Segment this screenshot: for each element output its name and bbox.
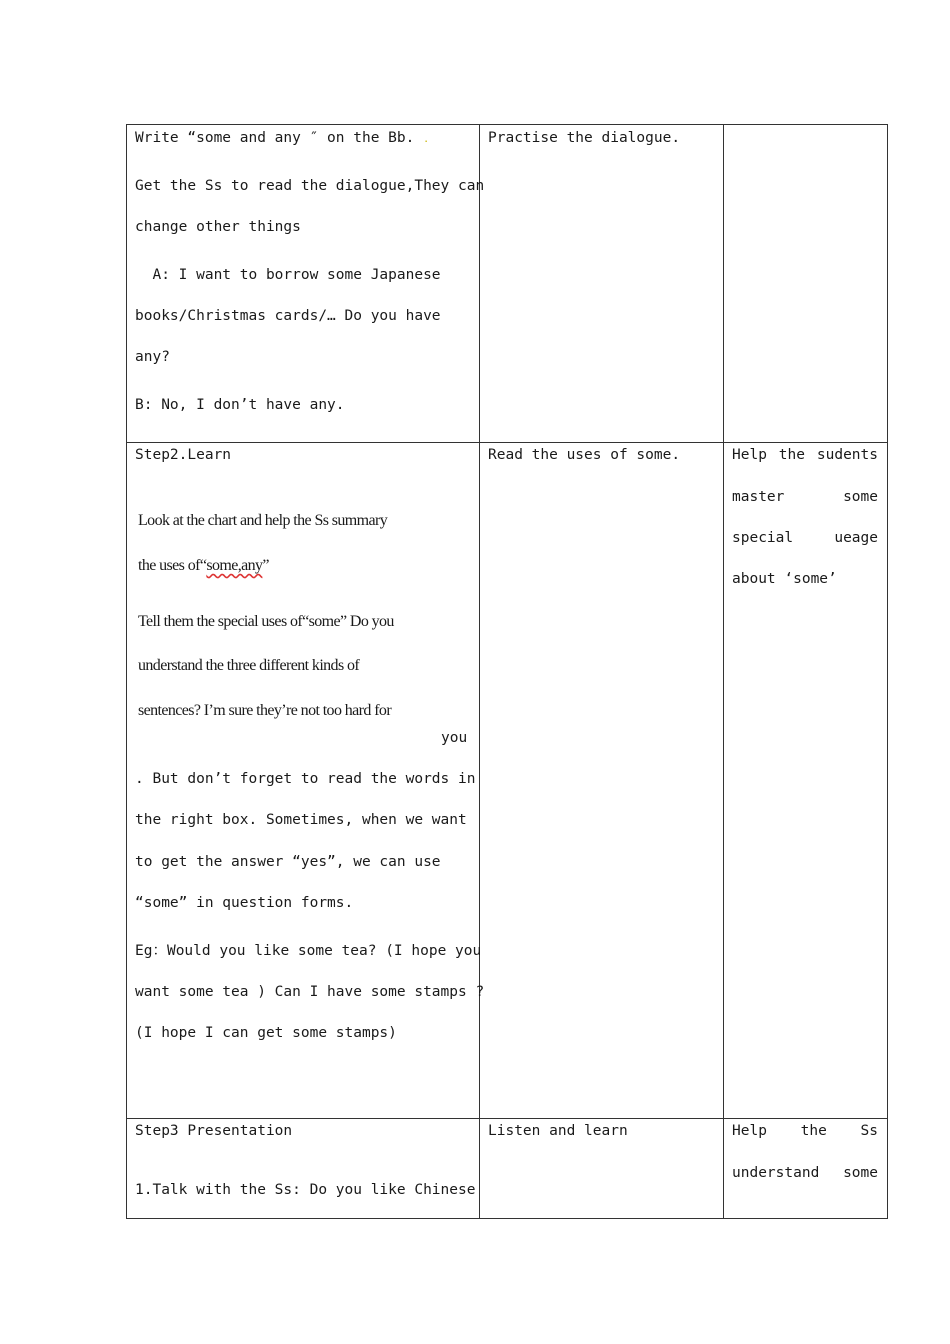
r2c1-example1: Eg：Would you like some tea? (I hope you [135, 943, 482, 959]
r2c1-line-answer: to get the answer “yes”, we can use [135, 854, 441, 870]
r2c1-image-line2: the uses of“some,any” [138, 557, 269, 574]
r2c1-line-some: “some” in question forms. [135, 895, 354, 911]
row-divider-1 [127, 442, 887, 443]
r2c1-image-line3: Tell them the special uses of“some” Do you [138, 613, 394, 630]
r1c1-line6: any? [135, 349, 170, 365]
r2c1-heading: Step2.Learn [135, 447, 232, 463]
r2c1-image-line5: sentences? I’m sure they’re not too hard for [138, 702, 392, 719]
r2c3-line3: special ueage [732, 530, 878, 546]
note-mark: . [423, 134, 430, 145]
row-divider-2 [127, 1118, 887, 1119]
r2c1-line-but: . But don’t forget to read the words in [135, 771, 476, 787]
r3c2-line1: Listen and learn [488, 1123, 628, 1139]
r1c1-line7: B: No, I don’t have any. [135, 397, 345, 413]
r3c3-line2: understand some [732, 1165, 878, 1181]
r2c1-example2: want some tea ) Can I have some stamps ? [135, 984, 485, 1000]
column-divider-2 [723, 125, 724, 1218]
r2c1-image-line1: Look at the chart and help the Ss summary [138, 512, 388, 529]
r2c3-line1: Help the sudents [732, 447, 878, 463]
r2c1-image-line4: understand the three different kinds of [138, 657, 360, 674]
r1c1-line5: books/Christmas cards/… Do you have [135, 308, 441, 324]
column-divider-1 [479, 125, 480, 1218]
r2c1-line-you: you [441, 730, 468, 746]
r2c1-line-right-box: the right box. Sometimes, when we want [135, 812, 467, 828]
r1c2-line1: Practise the dialogue. [488, 130, 681, 146]
r1c1-line3: change other things [135, 219, 301, 235]
r1c1-line2: Get the Ss to read the dialogue,They can [135, 178, 485, 194]
r3c3-line1: Help the Ss [732, 1123, 878, 1139]
r3c1-line1: 1.Talk with the Ss: Do you like Chinese [135, 1182, 476, 1198]
r1c1-line4: A: I want to borrow some Japanese [135, 267, 441, 283]
r3c1-heading: Step3 Presentation [135, 1123, 293, 1139]
r2c1-example3: (I hope I can get some stamps) [135, 1025, 397, 1041]
r2c2-line1: Read the uses of some. [488, 447, 681, 463]
r2c3-line4: about ‘some’ [732, 571, 837, 587]
r2c3-line2: master some [732, 489, 878, 505]
r1c1-line1: Write “some and any ″ on the Bb. . [135, 130, 430, 146]
